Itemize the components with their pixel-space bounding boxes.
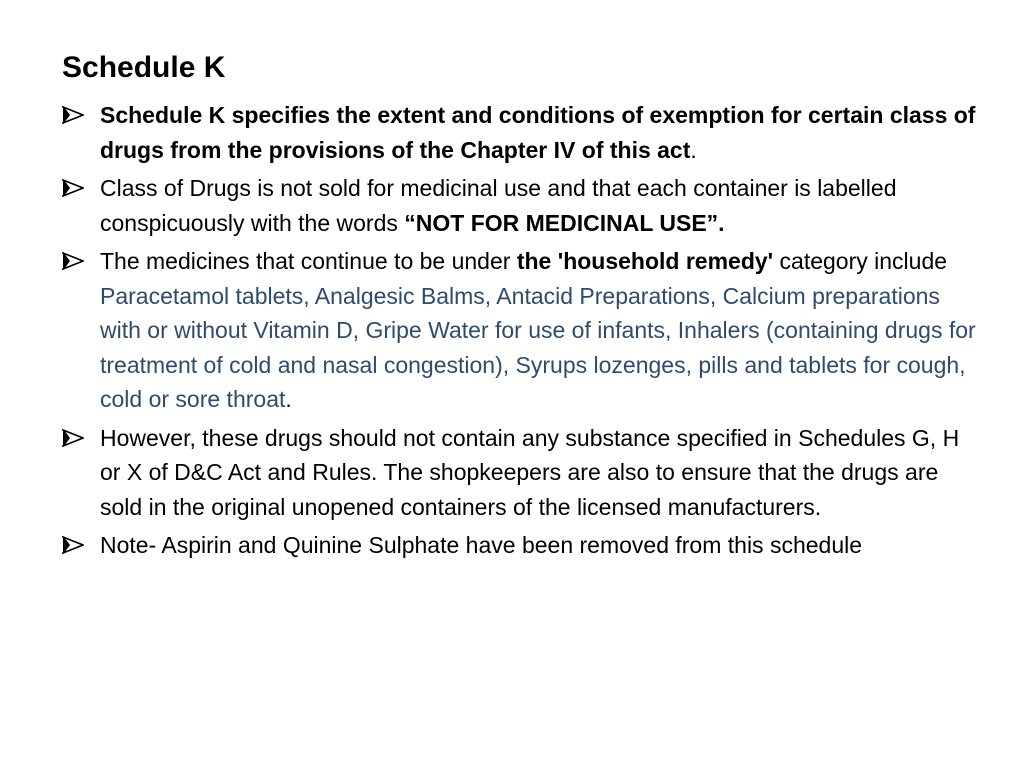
arrowhead-bullet-icon <box>62 244 88 279</box>
bullet-item-5 <box>62 528 982 563</box>
bullet-item-2 <box>62 171 982 240</box>
bullet-1-text: Schedule K specifies the extent and conditions of exemption for certain class of drugs from the provisions of the Chapter IV of this act <box>100 102 976 163</box>
arrowhead-bullet-icon <box>62 171 88 206</box>
slide-title: Schedule K <box>62 51 226 84</box>
bullet-list <box>62 98 982 567</box>
arrowhead-bullet-icon <box>62 98 88 133</box>
bullet-3-text-middle: category include <box>773 248 948 274</box>
bullet-2-text: Class of Drugs is not sold for medicinal use and that each container is labelled conspicuously with the words <box>100 175 897 236</box>
bullet-item-1 <box>62 98 982 167</box>
bullet-4-text: However, these drugs should not contain any substance specified in Schedules G, H or X of D&C Act and Rules. The shopkeepers are also to ensure that the drugs are sold in the original unopened containers of the licensed manufacturers. <box>100 424 960 520</box>
bullet-3-emphasis: the 'household remedy' <box>516 248 774 274</box>
arrowhead-bullet-icon <box>62 421 88 456</box>
bullet-5-text: Note- Aspirin and Quinine Sulphate have been removed from this schedule <box>100 532 863 558</box>
bullet-3-end: . <box>285 386 292 412</box>
bullet-item-3 <box>62 244 982 417</box>
arrowhead-bullet-icon <box>62 528 88 563</box>
bullet-3-items: Paracetamol tablets, Analgesic Balms, Antacid Preparations, Calcium preparations with or without Vitamin D, Gripe Water for use of infants, Inhalers (containing drugs for treatment of cold and nasal congestion), Syrups lozenges, pills and tablets for cough, cold or sore throat <box>100 282 976 412</box>
bullet-1-end: . <box>690 136 697 163</box>
bullet-3-text-before: The medicines that continue to be under <box>100 248 517 274</box>
bullet-2-emphasis: “NOT FOR MEDICINAL USE”. <box>404 209 725 236</box>
bullet-item-4 <box>62 421 982 525</box>
